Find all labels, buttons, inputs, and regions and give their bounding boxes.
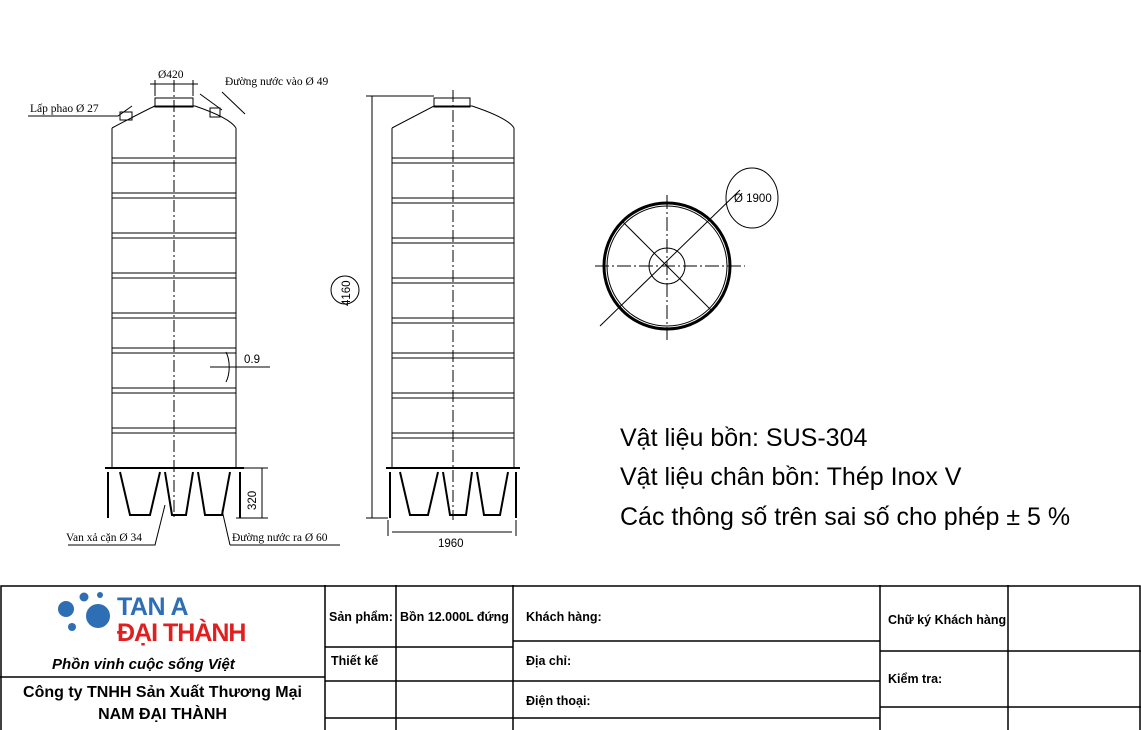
base-width-label: 1960 bbox=[438, 538, 464, 550]
thickness-label: 0.9 bbox=[244, 354, 260, 366]
address-label: Địa chỉ: bbox=[526, 654, 572, 668]
design-label: Thiết kế bbox=[331, 654, 379, 668]
leg-height-label: 320 bbox=[247, 490, 259, 510]
side-view-tank bbox=[331, 90, 520, 536]
top-diameter-label: Ø420 bbox=[158, 69, 184, 81]
product-value: Bồn 12.000L đứng bbox=[400, 610, 509, 624]
product-label: Sản phẩm: bbox=[329, 610, 393, 624]
customer-label: Khách hàng: bbox=[526, 610, 602, 624]
spec-tolerance: Các thông số trên sai số cho phép ± 5 % bbox=[620, 503, 1071, 531]
spec-leg-material: Vật liệu chân bồn: Thép Inox V bbox=[620, 463, 962, 491]
company-name-line2: NAM ĐẠI THÀNH bbox=[98, 706, 227, 723]
diameter-label: Ø 1900 bbox=[734, 193, 772, 205]
logo-text-daithanh: ĐẠI THÀNH bbox=[117, 619, 246, 647]
height-dimension-label: 4160 bbox=[341, 280, 353, 306]
logo-text-tana: TAN A bbox=[117, 593, 189, 621]
slogan: Phồn vinh cuộc sống Việt bbox=[52, 656, 235, 673]
check-label: Kiểm tra: bbox=[888, 672, 943, 686]
outlet-label: Đường nước ra Ø 60 bbox=[232, 532, 328, 544]
spec-tank-material: Vật liệu bồn: SUS-304 bbox=[620, 424, 868, 452]
float-lid-label: Lấp phao Ø 27 bbox=[30, 103, 99, 115]
logo-mark bbox=[58, 592, 110, 631]
inlet-label: Đường nước vào Ø 49 bbox=[225, 76, 329, 88]
drain-label: Van xả cặn Ø 34 bbox=[66, 532, 143, 544]
phone-label: Điện thoại: bbox=[526, 694, 591, 708]
front-view-tank bbox=[28, 80, 340, 545]
company-name-line1: Công ty TNHH Sản Xuất Thương Mại bbox=[23, 684, 302, 701]
signature-label: Chữ ký Khách hàng bbox=[888, 613, 1007, 627]
